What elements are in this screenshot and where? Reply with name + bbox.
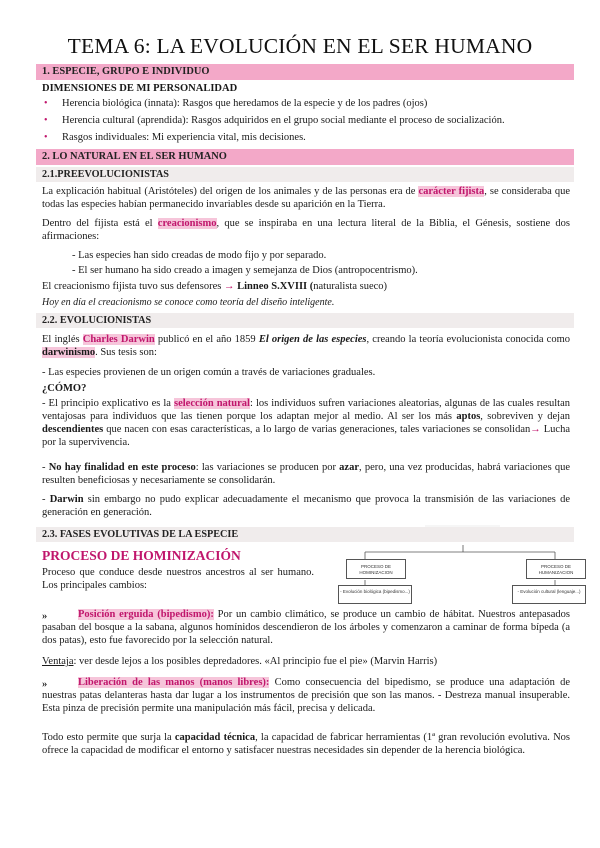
como-heading: ¿CÓMO? [42,383,87,394]
section-2-heading: 2. LO NATURAL EN EL SER HUMANO [36,149,574,165]
hominization-heading: PROCESO DE HOMINIZACIÓN [42,548,241,563]
darwin-limit-paragraph: - Darwin sin embargo no pudo explicar adecuadamente el mecanismo que provoca la transmisión de las variaciones de generación en generación. [42,494,571,518]
natural-selection-paragraph: - El principio explicativo es la selección natural: los individuos sufren variaciones aleatorias, algunas de las cuales resultan ventajosas para individuos que las tienen porque los adaptan mejor al medio. Al ser los más aptos, sobreviven y dejan descendientes que nacen con esas características, a lo largo de varias generaciones, tales variaciones se consolidan→ Lucha por la supervivencia. [42,398,571,448]
diagram-box-biological: - Evolución biológica (bipedismo...) [338,585,412,604]
bullet-icon: • [44,132,48,143]
arrow-icon: → [223,281,235,292]
bullet-icon: • [44,98,48,109]
bullet-item: Herencia biológica (innata): Rasgos que heredamos de la especie y de los padres (ojos) [62,98,428,109]
claim-item: - Las especies han sido creadas de modo fijo y por separado. [72,250,327,261]
claim-item: - El ser humano ha sido creado a imagen y semejanza de Dios (antropocentrismo). [72,265,418,276]
diagram-box-cultural: - Evolución cultural (lenguaje...) [512,585,586,604]
hominization-intro: Proceso que conduce desde nuestros ancestros al ser humano. Los principales cambios: [42,567,314,591]
no-finality-paragraph: - No hay finalidad en este proceso: las variaciones se producen por azar, pero, una vez producidas, habrá variaciones que resulten beneficiosas y necesariamente se consolidarán. [42,462,571,486]
hands-paragraph: Liberación de las manos (manos libres): Como consecuencia del bipedismo, se produce una adaptación de nuestras patas delanteras hasta dar lugar a los instrumentos de precisión que son las manos. - Destreza manual insuperable. Esta pinza de precisión permite una manipulación más fácil, precisa y delicada. [42,677,571,714]
bullet-item: Rasgos individuales: Mi experiencia vital, mis decisiones. [62,132,306,143]
fijismo-paragraph: La explicación habitual (Aristóteles) del origen de los animales y de las personas era de carácter fijista, se consideraba que todas las especies habían permanecido invariables desde su aparición en la Tierra. [42,186,570,210]
creacionismo-paragraph: Dentro del fijista está el creacionismo, que se inspiraba en una lectura literal de la Biblia, el Génesis, sostiene dos afirmaciones: [42,218,570,242]
subsection-2-2-heading: 2.2. EVOLUCIONISTAS [36,313,574,328]
bipedism-paragraph: Posición erguida (bipedismo): Por un cambio climático, se produce un cambio de hábitat. Nuestros antepasados pasaban del bosque a la sabana, algunos homínidos descendieron de los árboles y comenzaron a caminar de forma bípeda (a dos patas), esto fue favorecido por la selección natural. [42,609,570,646]
bullet-item: Herencia cultural (aprendida): Rasgos adquiridos en el grupo social mediante el proceso de socialización. [62,115,505,126]
item-marker: » [42,679,48,690]
personality-subheading: DIMENSIONES DE MI PERSONALIDAD [42,83,238,94]
bullet-icon: • [44,115,48,126]
page-title: TEMA 6: LA EVOLUCIÓN EN EL SER HUMANO [67,34,533,58]
diagram-box-hominization: PROCESO DE HOMINIZACION [346,559,406,579]
arrow-icon: → [530,424,541,435]
subsection-2-3-heading: 2.3. FASES EVOLUTIVAS DE LA ESPECIE [36,527,574,542]
section-1-heading: 1. ESPECIE, GRUPO E INDIVIDUO [36,64,574,80]
advantage-line: Ventaja: ver desde lejos a los posibles depredadores. «Al principio fue el pie» (Marvin Harris) [42,656,438,667]
technical-capacity-paragraph: Todo esto permite que surja la capacidad técnica, la capacidad de fabricar herramientas (1ª gran revolución evolutiva. Nos ofrece la capacidad de modificar el entorno y satisfacer nuestras necesidades sin depender de la herencia biológica. [42,732,570,756]
design-note: Hoy en día el creacionismo se conoce como teoría del diseño inteligente. [42,297,335,308]
thesis-item: - Las especies provienen de un origen común a través de variaciones graduales. [42,367,376,378]
subsection-2-1-heading: 2.1.PREEVOLUCIONISTAS [36,167,574,182]
diagram-box-humanization: PROCESO DE HUMANIZACION [526,559,586,579]
item-marker: » [42,611,48,622]
linneo-line: El creacionismo fijista tuvo sus defensores → Linneo S.XVIII (naturalista sueco) [42,281,388,292]
darwin-paragraph: El inglés Charles Darwin publicó en el año 1859 El origen de las especies, creando la teoría evolucionista conocida como darwinismo. Sus tesis son: [42,334,570,358]
